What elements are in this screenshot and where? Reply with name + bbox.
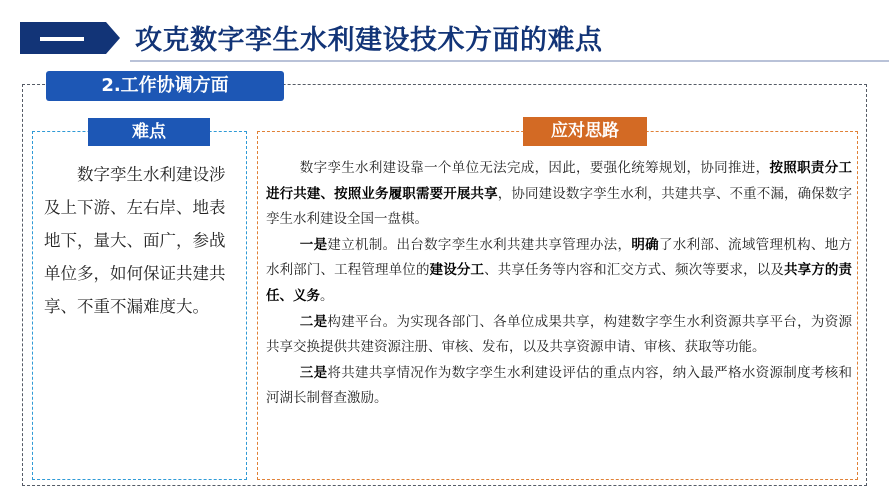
p4-text-a: 将共建共享情况作为数字孪生水利建设评估的重点内容，纳入最严格水资源制度考核和河湖长制督查激励。 bbox=[266, 364, 853, 407]
approach-paragraph-3 bbox=[266, 310, 852, 361]
p1-bold-2: 按照业务履职需要开展共享 bbox=[334, 185, 498, 202]
p3-bold-1: 二是 bbox=[299, 313, 328, 330]
p3-text-a: 构建平台。为实现各部门、各单位成果共享，构建数字孪生水利资源共享平台，为资源共享交换提供共建资源注册、审核、发布，以及共享资源申请、审核、获取等功能。 bbox=[266, 313, 853, 356]
section-number-glyph bbox=[40, 37, 84, 41]
section-label: 2.工作协调方面 bbox=[46, 71, 284, 101]
p1-text-a: 数字孪生水利建设靠一个单位无法完成，因此，要强化统筹规划，协同推进， bbox=[299, 160, 770, 176]
title-bar bbox=[0, 0, 889, 68]
page-title: 攻克数字孪生水利建设技术方面的难点 bbox=[135, 25, 603, 56]
difficulty-text bbox=[44, 158, 239, 323]
p1-bold-1: 按照职责分工进行共建、 bbox=[266, 160, 853, 202]
title-underline bbox=[130, 60, 889, 62]
section-number-text bbox=[0, 0, 1, 1]
p2-bold-4: 共享方的责任、义务 bbox=[266, 262, 853, 304]
approach-text bbox=[266, 156, 852, 412]
p2-text-c: 了水利部、流域管理机构、地方水利部门、工程管理单位的 bbox=[266, 236, 853, 279]
p4-bold-1: 三是 bbox=[299, 364, 328, 381]
approach-paragraph-1 bbox=[266, 156, 852, 233]
difficulty-text-content: 数字孪生水利建设涉及上下游、左右岸、地表地下，量大、面广，参战单位多，如何保证共建共享、不重不漏难度大。 bbox=[44, 165, 226, 316]
p1-text-d: ，协同建设数字孪生水利，共建共享、不重不漏，确保数字孪生水利建设全国一盘棋。 bbox=[266, 185, 853, 228]
approach-tag: 应对思路 bbox=[523, 117, 647, 146]
p2-text-a: 建立机制。出台数字孪生水利共建共享管理办法， bbox=[327, 236, 632, 253]
p2-text-e: 。 bbox=[320, 287, 334, 304]
approach-paragraph-2 bbox=[266, 233, 852, 310]
p2-text-d: 、共享任务等内容和汇交方式、频次等要求，以及 bbox=[484, 262, 784, 279]
p2-bold-2: 明确 bbox=[631, 236, 659, 253]
difficulty-tag: 难点 bbox=[88, 118, 210, 146]
p2-bold-1: 一是 bbox=[299, 236, 328, 253]
p2-bold-3: 建设分工 bbox=[429, 262, 485, 279]
approach-paragraph-4 bbox=[266, 361, 852, 412]
